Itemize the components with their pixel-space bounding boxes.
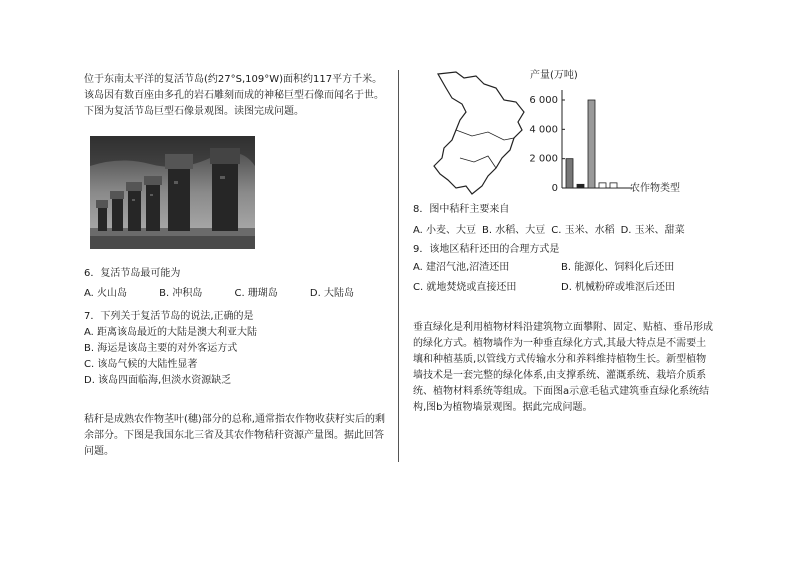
straw-intro-block xyxy=(84,412,386,460)
straw-yield-chart xyxy=(529,68,680,194)
q7-option-d[interactable]: D. 该岛四面临海,但淡水资源缺乏 xyxy=(84,375,232,386)
bar-0 xyxy=(566,159,573,188)
q8-option-b[interactable]: B. 水稻、大豆 xyxy=(482,225,546,236)
y-axis-label: 产量(万吨) xyxy=(530,70,578,81)
q9-option-d[interactable]: D. 机械粉碎或堆沤后还田 xyxy=(561,282,676,293)
bar-2 xyxy=(588,100,595,188)
q9-stem: 9．该地区秸秆还田的合理方式是 xyxy=(413,244,560,255)
q9-options xyxy=(413,260,713,296)
q8-option-c[interactable]: C. 玉米、水稻 xyxy=(551,225,615,236)
northeast-china-map xyxy=(434,72,524,194)
y-tick-label: 4 000 xyxy=(529,124,558,136)
bar-4 xyxy=(610,183,617,188)
vertical-green-block xyxy=(413,320,713,416)
q9-option-c[interactable]: C. 就地焚烧或直接还田 xyxy=(413,282,517,293)
column-divider xyxy=(398,70,399,462)
x-axis-label: 农作物类型 xyxy=(630,183,680,194)
bar-3 xyxy=(599,183,606,188)
q7-option-c[interactable]: C. 该岛气候的大陆性显著 xyxy=(84,359,198,370)
q6-option-d[interactable]: D. 大陆岛 xyxy=(309,288,354,299)
q8-option-a[interactable]: A. 小麦、大豆 xyxy=(413,225,477,236)
straw-intro: 秸秆是成熟农作物茎叶(穗)部分的总称,通常指农作物收获籽实后的剩余部分。下图是我国东北三省及其农作物秸秆资源产量图。据此回答问题。 xyxy=(84,414,385,457)
y-tick-label: 6 000 xyxy=(529,95,558,106)
y-tick-label: 0 xyxy=(551,183,558,194)
q6-option-b[interactable]: B. 冲积岛 xyxy=(159,288,203,299)
left-column xyxy=(84,72,386,120)
northeast-map-and-chart xyxy=(426,66,716,206)
moai-statues-photo xyxy=(90,136,255,249)
q9-option-b[interactable]: B. 能源化、饲料化后还田 xyxy=(561,262,675,273)
q8-option-d[interactable]: D. 玉米、甜菜 xyxy=(620,225,685,236)
q6-option-a[interactable]: A. 火山岛 xyxy=(84,288,128,299)
q9-option-a[interactable]: A. 建沼气池,沼渣还田 xyxy=(413,262,510,273)
q8-block xyxy=(413,202,713,296)
y-tick-label: 2 000 xyxy=(529,153,558,165)
q6-options xyxy=(84,286,354,302)
bar-1 xyxy=(577,184,584,188)
q6-stem: 6．复活节岛最可能为 xyxy=(84,268,181,279)
q6-option-c[interactable]: C. 珊瑚岛 xyxy=(234,288,278,299)
q8-stem: 8．图中秸秆主要来自 xyxy=(413,204,510,215)
vertical-green-intro: 垂直绿化是利用植物材料沿建筑物立面攀附、固定、贴植、垂吊形成的绿化方式。植物墙作为一种垂直绿化方式,其最大特点是不需要土壤和种植基质,以管线方式传输水分和养料维持植物生长。新型植物墙技术是一套完整的绿化体系,由支撑系统、灌溉系统、栽培介质系统、植物材料系统等组成。下面图a示意毛毡式建筑垂直绿化系统结构,图b为植物墙景观图。据此完成问题。 xyxy=(413,322,713,413)
q8-options xyxy=(413,223,713,239)
q7-block xyxy=(84,309,386,389)
easter-island-intro: 位于东南太平洋的复活节岛(约27°S,109°W)面积约117平方千米。该岛因有数百座由多孔的岩石雕刻而成的神秘巨型石像而闻名于世。下图为复活节岛巨型石像景观图。读图完成问题。 xyxy=(84,74,384,117)
q7-option-b[interactable]: B. 海运是该岛主要的对外客运方式 xyxy=(84,343,238,354)
q7-option-a[interactable]: A. 距离该岛最近的大陆是澳大利亚大陆 xyxy=(84,327,258,338)
q6-block xyxy=(84,266,386,302)
q7-stem: 7．下列关于复活节岛的说法,正确的是 xyxy=(84,311,254,322)
